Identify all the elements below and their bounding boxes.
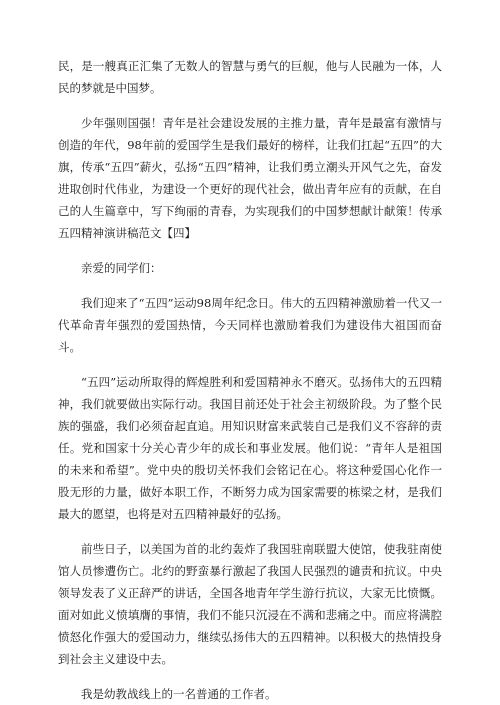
paragraph-salutation: 亲爱的同学们： [81, 261, 162, 275]
paragraph-embassy-bombing: 前些日子，以美国为首的北约轰炸了我国驻南联盟大使馆，使我驻南使馆人员惨遭伤亡。北约的野蛮暴行激起了我国人民强烈的谴责和抗议。中央领导发表了义正辞严的讲话，全国各地青年学生游行抗议，大家无比愤慨。面对如此义愤填膺的事情，我们不能只沉浸在不满和悲痛之中。而应将满腔愤怒化作强大的爱国动力，继续弘扬伟大的五四精神。以积极大的热情投身到社会主义建设中去。 [58, 542, 442, 666]
paragraph-may-fourth-spirit: “五四”运动所取得的辉煌胜利和爱国精神永不磨灭。弘扬伟大的五四精神，我们就要做出实际行动。我国目前还处于社会主初级阶段。为了整个民族的强盛，我们必须奋起直追。用知识财富来武装自己是我们义不容辞的责任。党和国家十分关心青少年的成长和事业发展。他们说：“青年人是祖国的未来和希望”。党中央的殷切关怀我们会铭记在心。将这种爱国心化作一股无形的力量，做好本职工作，不断努力成为国家需要的栋梁之材，是我们最大的愿望，也将是对五四精神最好的弘扬。 [58, 375, 442, 521]
paragraph-continuation: 民，是一艘真正汇集了无数人的智慧与勇气的巨舰，他与人民融为一体，人民的梦就是中国梦。 [58, 59, 442, 95]
paragraph-youth-strength: 少年强则国强！青年是社会建设发展的主推力量，青年是最富有激情与创造的年代，98年前的爱国学生是我们最好的榜样，让我们扛起“五四”的大旗，传承“五四”薪火，弘扬“五四”精神，让我们勇立潮头开风气之先，奋发进取创时代伟业，为建设一个更好的现代社会，做出青年应有的贡献，在自己的人生篇章中，写下绚丽的青春，为实现我们的中国梦想献计献策！传承五四精神演讲稿范文【四】 [58, 116, 442, 240]
paragraph-anniversary: 我们迎来了“五四”运动98周年纪念日。伟大的五四精神激励着一代又一代革命青年强烈的爱国热情，今天同样也激励着我们为建设伟大祖国而奋斗。 [58, 296, 442, 354]
paragraph-closing-intro: 我是幼教战线上的一名普通的工作者。 [81, 687, 277, 701]
